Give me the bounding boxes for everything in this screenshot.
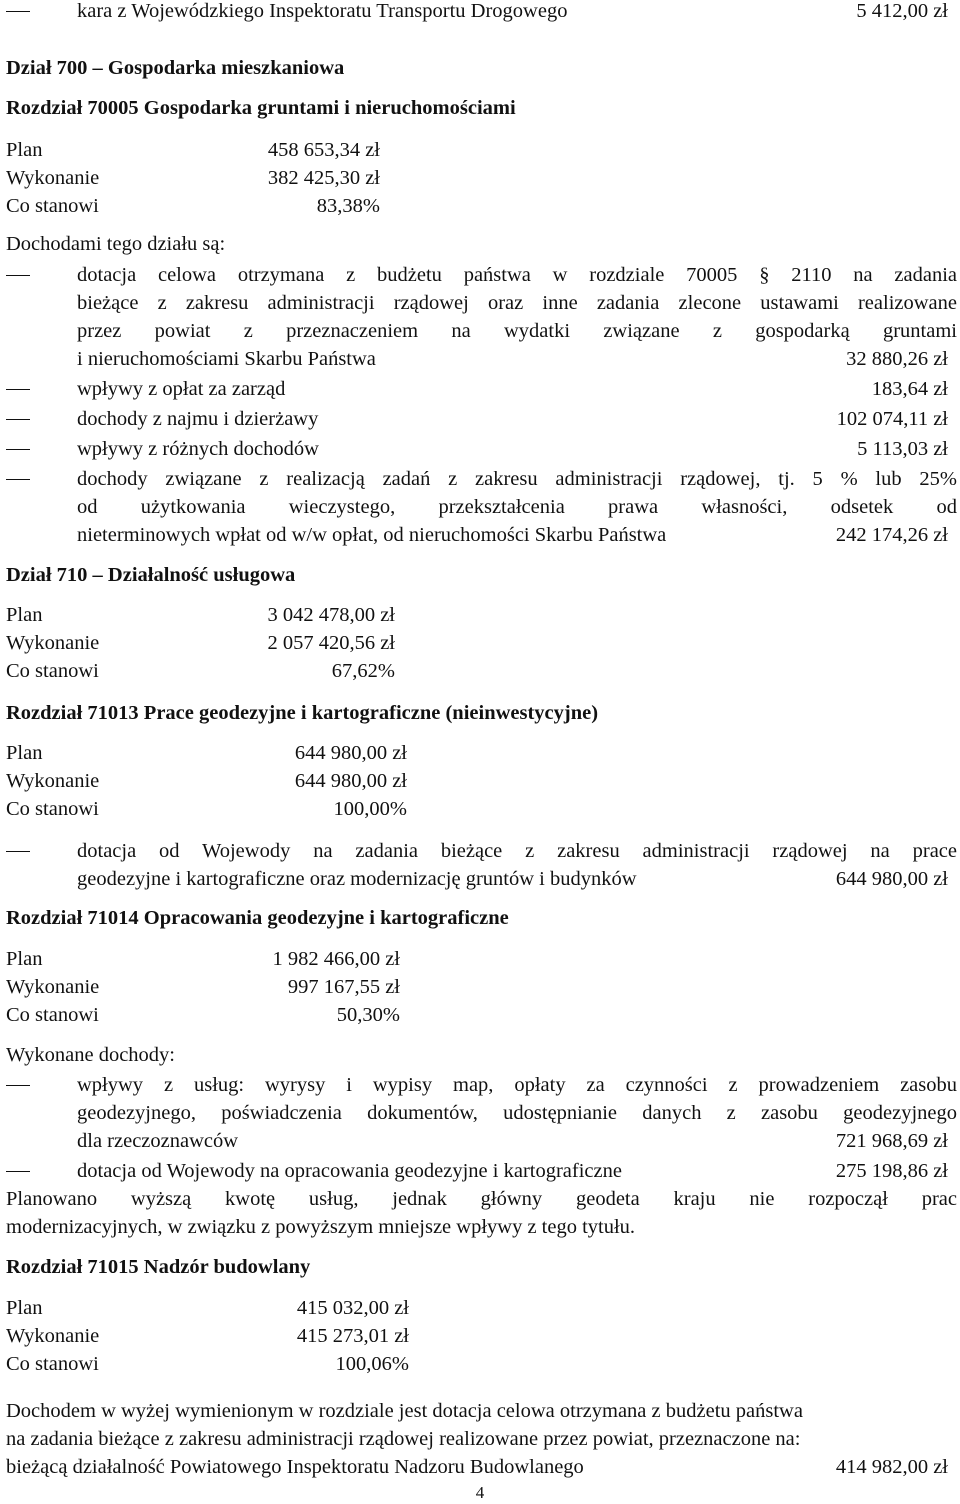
paragraph: Wykonane dochody: (6, 1044, 175, 1066)
list-item: dochody związane z realizacją zadań z zakresu administracji rządowej, tj. 5 % lub 25% (0, 466, 960, 492)
execution-row: Wykonanie 644 980,00 zł (6, 770, 407, 792)
amount: 414 982,00 zł (835, 1456, 948, 1478)
list-item-continuation: dla rzeczoznawców 721 968,69 zł (77, 1130, 948, 1152)
execution-value: 382 425,30 zł (267, 167, 380, 189)
list-item-continuation: bieżące z zakresu administracji rządowej oraz inne zadania zlecone ustawami realizowane (77, 292, 957, 314)
paragraph: modernizacyjnych, w związku z powyższym mniejsze wpływy z tego tytułu. (6, 1216, 636, 1238)
bullet-dash (6, 479, 30, 480)
percent-row: Co stanowi 50,30% (6, 1004, 400, 1026)
amount: 275 198,86 zł (835, 1160, 948, 1182)
plan-row: Plan 3 042 478,00 zł (6, 604, 395, 626)
section-heading: Dział 700 – Gospodarka mieszkaniowa (6, 57, 345, 79)
list-item: dotacja od Wojewody na zadania bieżące z zakresu administracji rządowej na prace (0, 838, 960, 864)
plan-row: Plan 644 980,00 zł (6, 742, 407, 764)
amount: 644 980,00 zł (835, 868, 948, 890)
list-item-text: kara z Wojewódzkiego Inspektoratu Transportu Drogowego (77, 0, 568, 22)
list-item: wpływy z opłat za zarząd 183,64 zł (0, 376, 960, 402)
paragraph: na zadania bieżące z zakresu administracji rządowej realizowane przez powiat, przeznaczone na: (6, 1428, 801, 1450)
list-item-continuation: od użytkowania wieczystego, przekształcenia prawa własności, odsetek od (77, 496, 957, 518)
list-item: dochody z najmu i dzierżawy 102 074,11 zł (0, 406, 960, 432)
subsection-heading: Rozdział 71015 Nadzór budowlany (6, 1256, 311, 1278)
percent-row: Co stanowi 100,00% (6, 798, 407, 820)
percent-value: 50,30% (336, 1004, 400, 1026)
execution-row: Wykonanie 997 167,55 zł (6, 976, 400, 998)
plan-value: 458 653,34 zł (267, 139, 380, 161)
list-item-continuation: przez powiat z przeznaczeniem na wydatki związane z gospodarką gruntami (77, 320, 957, 342)
list-item: dotacja od Wojewody na opracowania geodezyjne i kartograficzne 275 198,86 zł (0, 1158, 960, 1184)
paragraph: Planowano wyższą kwotę usług, jednak główny geodeta kraju nie rozpoczął prac (6, 1188, 957, 1210)
bullet-dash (6, 275, 30, 276)
bullet-dash (6, 449, 30, 450)
subsection-heading: Rozdział 71014 Opracowania geodezyjne i kartograficzne (6, 907, 509, 929)
bullet-dash (6, 1085, 30, 1086)
list-item: wpływy z różnych dochodów 5 113,03 zł (0, 436, 960, 462)
execution-row: Wykonanie 2 057 420,56 zł (6, 632, 395, 654)
plan-row: Plan 415 032,00 zł (6, 1297, 409, 1319)
amount: 242 174,26 zł (835, 524, 948, 546)
plan-row: Plan 1 982 466,00 zł (6, 948, 400, 970)
plan-value: 415 032,00 zł (296, 1297, 409, 1319)
amount: 32 880,26 zł (846, 348, 948, 370)
list-item-continuation: i nieruchomościami Skarbu Państwa 32 880,26 zł (77, 348, 948, 370)
execution-row: Wykonanie 415 273,01 zł (6, 1325, 409, 1347)
bullet-dash (6, 1171, 30, 1172)
list-item: dotacja celowa otrzymana z budżetu państwa w rozdziale 70005 § 2110 na zadania (0, 262, 960, 288)
percent-row: Co stanowi 83,38% (6, 195, 380, 217)
execution-value: 997 167,55 zł (287, 976, 400, 998)
bullet-dash (6, 419, 30, 420)
amount: 721 968,69 zł (835, 1130, 948, 1152)
list-item-continuation: geodezyjne i kartograficzne oraz modernizację gruntów i budynków 644 980,00 zł (77, 868, 948, 890)
list-item-continuation: geodezyjnego, poświadczenia dokumentów, udostępnianie danych z zasobu geodezyjnego (77, 1102, 957, 1124)
amount: 5 113,03 zł (857, 438, 948, 460)
section-heading: Dział 710 – Działalność usługowa (6, 564, 296, 586)
subsection-heading: Rozdział 70005 Gospodarka gruntami i nieruchomościami (6, 97, 516, 119)
execution-value: 2 057 420,56 zł (267, 632, 395, 654)
subsection-heading: Rozdział 71013 Prace geodezyjne i kartograficzne (nieinwestycyjne) (6, 702, 599, 724)
execution-value: 644 980,00 zł (294, 770, 407, 792)
plan-value: 644 980,00 zł (294, 742, 407, 764)
paragraph: Dochodem w wyżej wymienionym w rozdziale jest dotacja celowa otrzymana z budżetu państwa (6, 1400, 803, 1422)
percent-value: 67,62% (331, 660, 395, 682)
list-item: wpływy z usług: wyrysy i wypisy map, opłaty za czynności z prowadzeniem zasobu (0, 1072, 960, 1098)
plan-value: 3 042 478,00 zł (267, 604, 395, 626)
percent-value: 100,06% (335, 1353, 409, 1375)
page-number: 4 (475, 1483, 485, 1502)
plan-row: Plan 458 653,34 zł (6, 139, 380, 161)
execution-row: Wykonanie 382 425,30 zł (6, 167, 380, 189)
percent-row: Co stanowi 100,06% (6, 1353, 409, 1375)
amount: 5 412,00 zł (856, 0, 948, 22)
execution-value: 415 273,01 zł (296, 1325, 409, 1347)
bullet-dash (6, 11, 30, 12)
amount: 102 074,11 zł (836, 408, 948, 430)
list-item-continuation: nieterminowych wpłat od w/w opłat, od nieruchomości Skarbu Państwa 242 174,26 zł (77, 524, 948, 546)
paragraph: bieżącą działalność Powiatowego Inspektoratu Nadzoru Budowlanego 414 982,00 zł (6, 1456, 948, 1478)
percent-value: 100,00% (333, 798, 407, 820)
bullet-dash (6, 851, 30, 852)
list-item (0, 0, 960, 24)
paragraph: Dochodami tego działu są: (6, 233, 226, 255)
percent-value: 83,38% (316, 195, 380, 217)
plan-value: 1 982 466,00 zł (272, 948, 400, 970)
bullet-dash (6, 389, 30, 390)
percent-row: Co stanowi 67,62% (6, 660, 395, 682)
amount: 183,64 zł (871, 378, 948, 400)
